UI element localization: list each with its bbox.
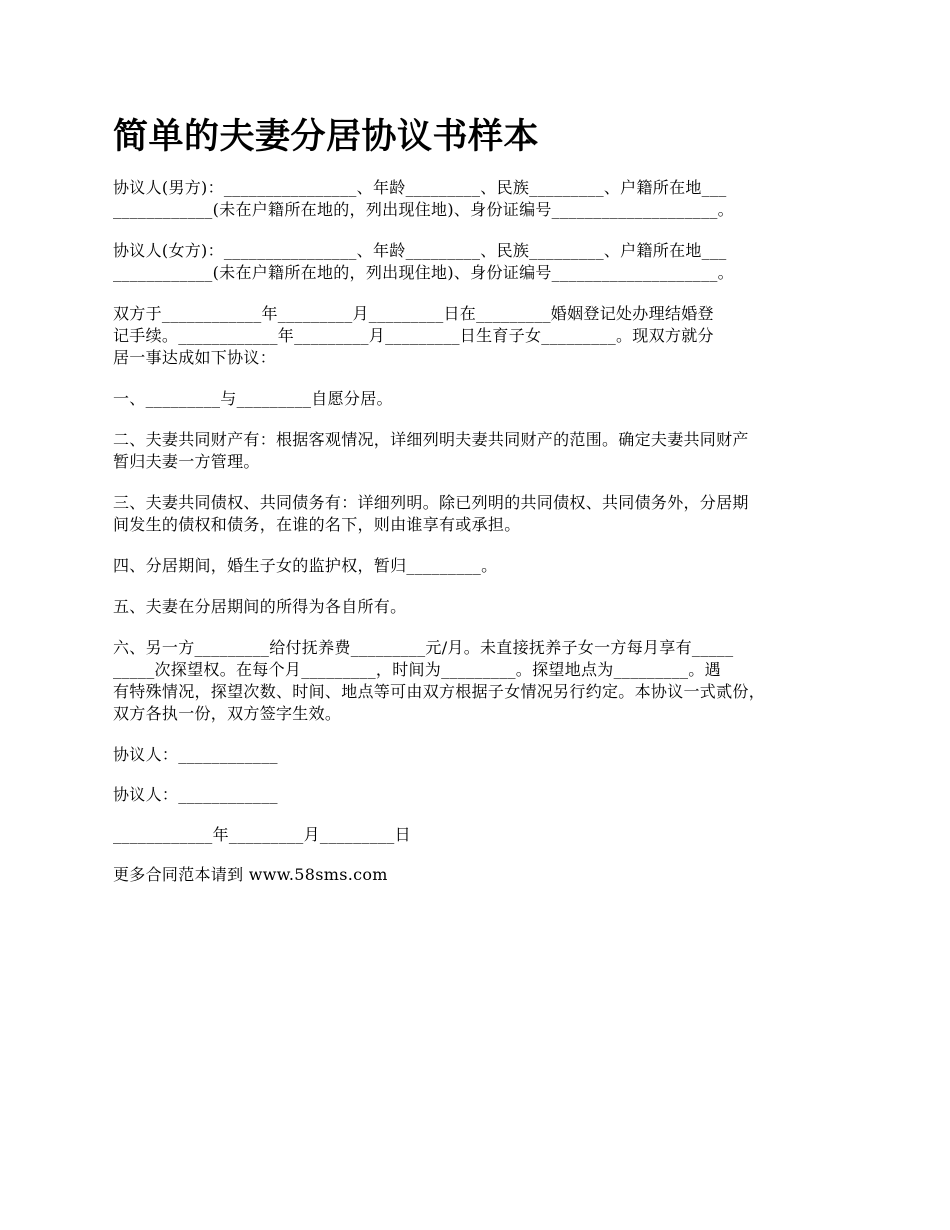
male-party-info: 协议人(男方)：________________、年龄_________、民族_________、户籍所在地___ ____________(未在户籍所在地的，列出现住地)、身份证编号____________________。 — [113, 178, 734, 219]
footer-more-templates: 更多合同范本请到 www.58sms.com — [113, 865, 388, 884]
document-page — [113, 112, 853, 905]
document-title: 简单的夫妻分居协议书样本 — [113, 117, 540, 157]
signature-line-party-2: 协议人：____________ — [113, 785, 278, 804]
clause-3-joint-debts: 三、夫妻共同债权、共同债务有：详细列明。除已列明的共同债权、共同债务外，分居期 间发生的债权和债务，在谁的名下，则由谁享有或承担。 — [113, 493, 749, 534]
clause-5-income: 五、夫妻在分居期间的所得为各自所有。 — [113, 597, 407, 616]
clause-4-custody: 四、分居期间，婚生子女的监护权，暂归_________。 — [113, 556, 498, 575]
clause-2-joint-property: 二、夫妻共同财产有：根据客观情况，详细列明夫妻共同财产的范围。确定夫妻共同财产 暂归夫妻一方管理。 — [113, 430, 749, 471]
signature-date-line: ____________年_________月_________日 — [113, 825, 411, 844]
female-party-info: 协议人(女方)：________________、年龄_________、民族_________、户籍所在地___ ____________(未在户籍所在地的，列出现住地)、身份证编号____________________。 — [113, 241, 734, 282]
marriage-registration-clause: 双方于____________年_________月_________日在_________婚姻登记处办理结婚登 记手续。____________年_________月_________日生育子女_________。现双方就分 居一事达成如下协议： — [113, 304, 714, 367]
clause-1-separation: 一、_________与_________自愿分居。 — [113, 389, 393, 408]
clause-6-support-visitation: 六、另一方_________给付抚养费_________元/月。未直接抚养子女一方每月享有_____ _____次探望权。在每个月_________，时间为_________。探望地点为_________。遇 有特殊情况，探望次数、时间、地点等可由双方根据子女情况另行约定。本协议一式贰份， 双方各执一份，双方签字生效。 — [113, 638, 766, 723]
signature-line-party-1: 协议人：____________ — [113, 745, 278, 764]
